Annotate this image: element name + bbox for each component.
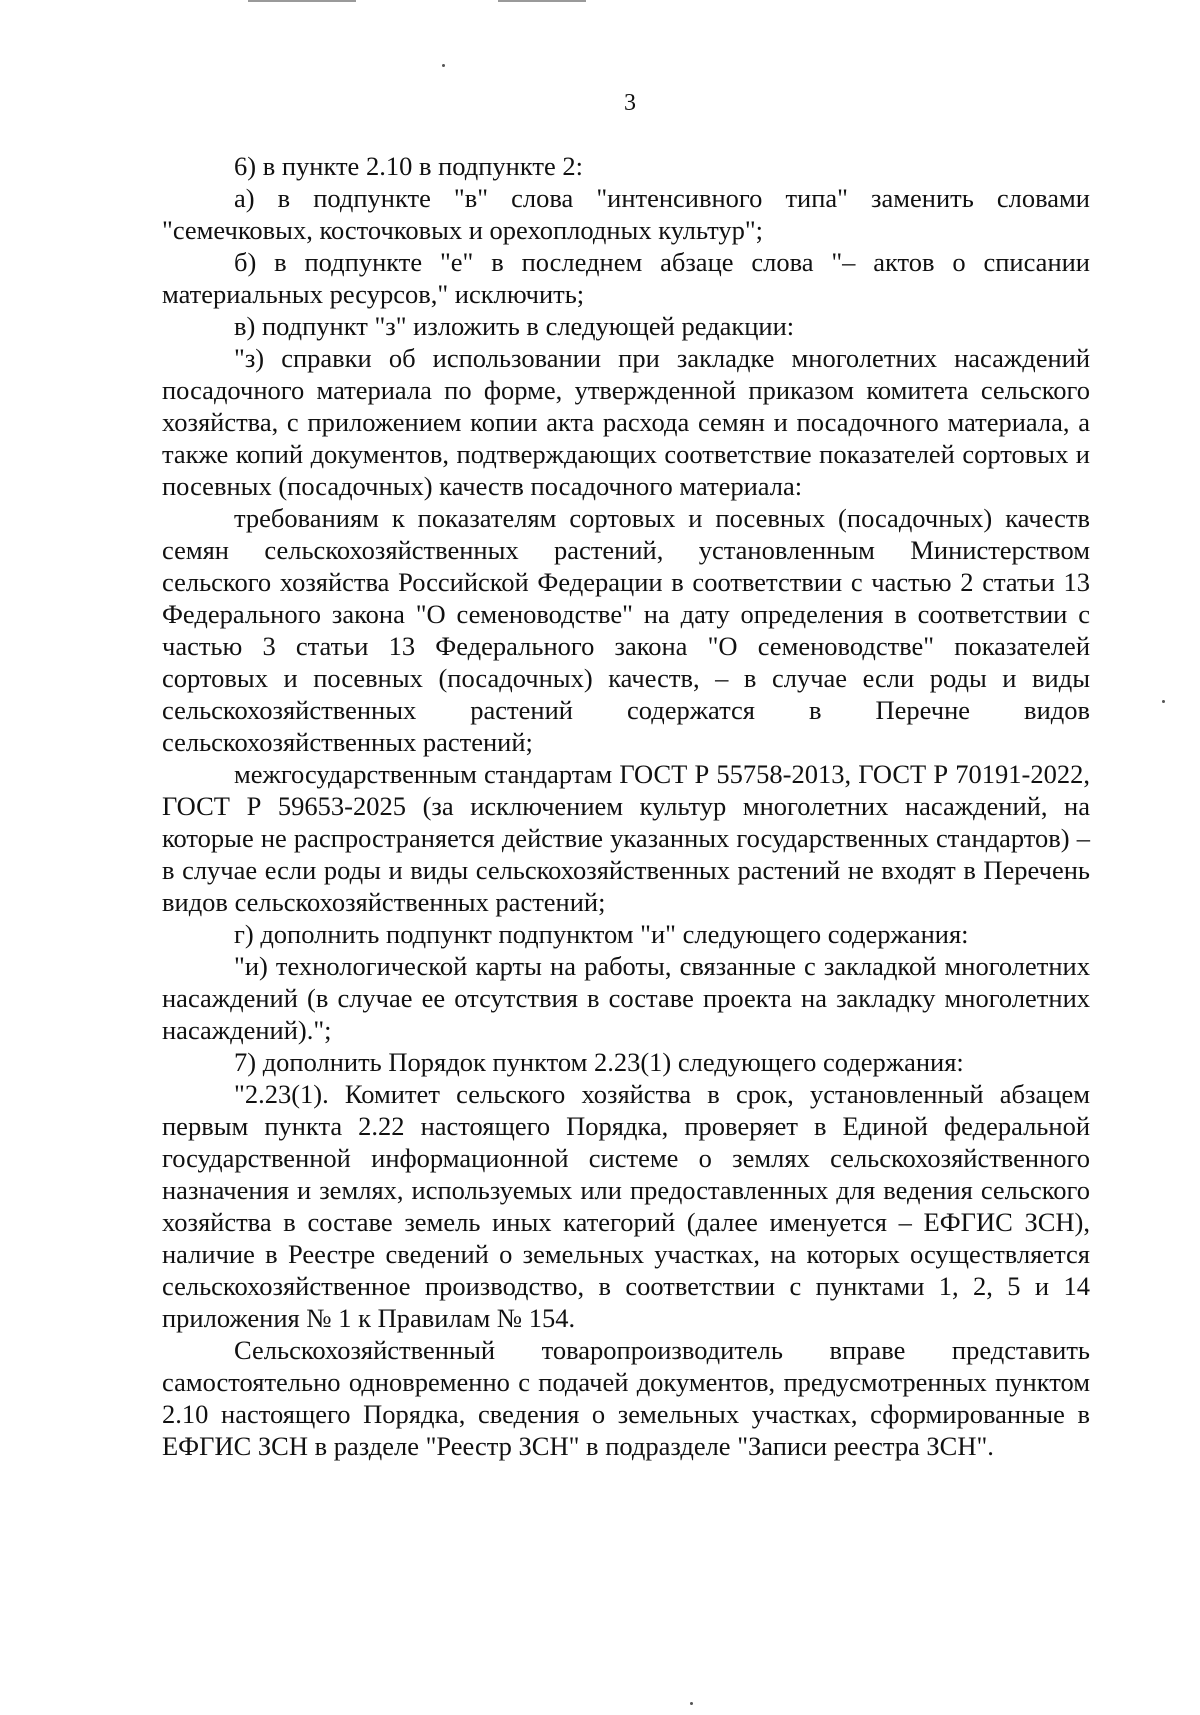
scan-edge-mark [498, 0, 586, 2]
paragraph-quote-z: "з) справки об использовании при закладке многолетних насаждений посадочного материала по форме, утвержденной приказом комитета сельского хозяйства, с приложением копии акта расхода семян и посадочного материала, а также копий документов, подтверждающих соответствие показателей сортовых и посевных (посадочных) качеств посадочного материала: [162, 343, 1090, 501]
scan-edge-mark [248, 0, 356, 2]
paragraph-producer-right: Сельскохозяйственный товаропроизводитель вправе представить самостоятельно одновременно с подачей документов, предусмотренных пунктом 2.10 настоящего Порядка, сведения о земельных участках, сформированные в ЕФГИС ЗСН в разделе "Реестр ЗСН" в подразделе "Записи реестра ЗСН". [162, 1335, 1090, 1461]
paragraph-requirements: требованиям к показателям сортовых и посевных (посадочных) качеств семян сельскохозяйственных растений, установленным Министерством сельского хозяйства Российской Федерации в соответствии с частью 2 статьи 13 Федерального закона "О семеноводстве" на дату определения в соответствии с частью 3 статьи 13 Федерального закона "О семеноводстве" показателей сортовых и посевных (посадочных) качеств, – в случае если роды и виды сельскохозяйственных растений содержатся в Перечне видов сельскохозяйственных растений; [162, 503, 1090, 757]
paragraph-item-7: 7) дополнить Порядок пунктом 2.23(1) следующего содержания: [234, 1047, 964, 1077]
paragraph-subitem-g: г) дополнить подпункт подпунктом "и" следующего содержания: [234, 919, 969, 949]
scan-speck [690, 1702, 693, 1705]
paragraph-subitem-b: б) в подпункте "е" в последнем абзаце слова "– актов о списании материальных ресурсов," исключить; [162, 247, 1090, 309]
scan-speck [1162, 700, 1165, 703]
page-number: 3 [624, 90, 636, 116]
scan-speck [442, 64, 445, 67]
paragraph-quote-i: "и) технологической карты на работы, связанные с закладкой многолетних насаждений (в случае ее отсутствия в составе проекта на закладку многолетних насаждений)."; [162, 951, 1090, 1045]
paragraph-item-6: 6) в пункте 2.10 в подпункте 2: [234, 151, 583, 181]
paragraph-subitem-a: а) в подпункте "в" слова "интенсивного типа" заменить словами "семечковых, косточковых и орехоплодных культур"; [162, 183, 1090, 245]
document-body [162, 150, 1090, 1462]
paragraph-standards: межгосударственным стандартам ГОСТ Р 55758-2013, ГОСТ Р 70191-2022, ГОСТ Р 59653-2025 (за исключением культур многолетних насаждений, на которые не распространяется действие указанных государственных стандартов) – в случае если роды и виды сельскохозяйственных растений не входят в Перечень видов сельскохозяйственных растений; [162, 759, 1090, 917]
paragraph-clause-2-23-1: "2.23(1). Комитет сельского хозяйства в срок, установленный абзацем первым пункта 2.22 настоящего Порядка, проверяет в Единой федеральной государственной информационной системе о землях сельскохозяйственного назначения и землях, используемых или предоставленных для ведения сельского хозяйства в составе земель иных категорий (далее именуется – ЕФГИС ЗСН), наличие в Реестре сведений о земельных участках, на которых осуществляется сельскохозяйственное производство, в соответствии с пунктами 1, 2, 5 и 14 приложения № 1 к Правилам № 154. [162, 1079, 1090, 1333]
paragraph-subitem-v: в) подпункт "з" изложить в следующей редакции: [234, 311, 795, 341]
